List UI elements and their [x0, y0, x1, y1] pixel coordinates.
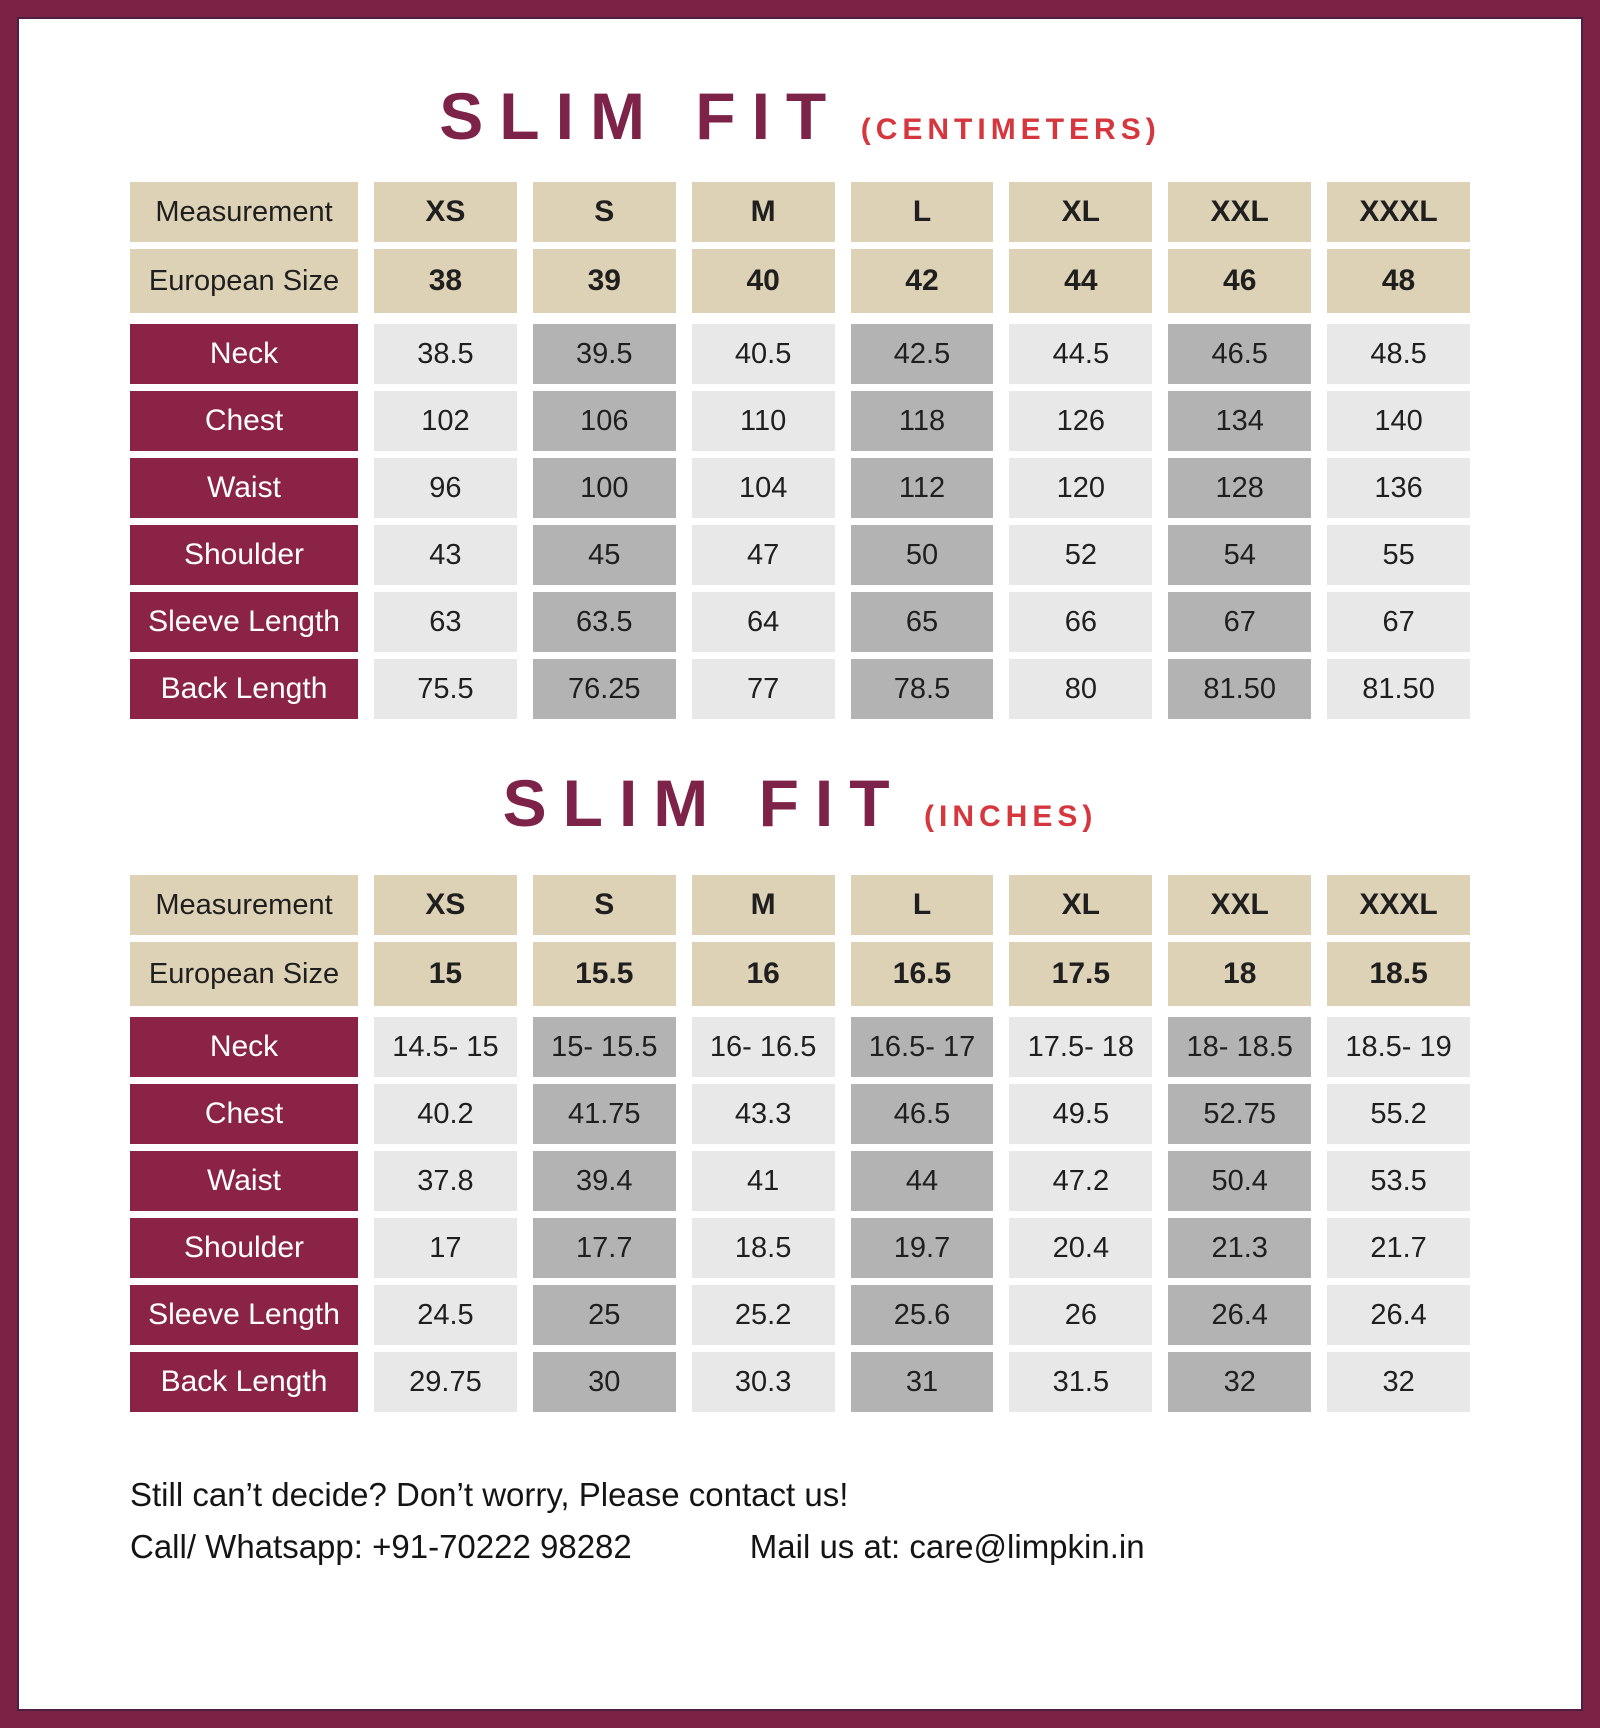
cm-size-header-m: M: [692, 182, 835, 242]
inches-value-cell: 15- 15.5: [533, 1017, 676, 1077]
cm-value-cell: 77: [692, 659, 835, 719]
cm-value-cell: 52: [1009, 525, 1152, 585]
cm-value-cell: 128: [1168, 458, 1311, 518]
inches-value-cell: 39.4: [533, 1151, 676, 1211]
inches-value-cell: 17.5- 18: [1009, 1017, 1152, 1077]
inches-value-cell: 26.4: [1327, 1285, 1470, 1345]
cm-value-cell: 78.5: [851, 659, 994, 719]
cm-european-size-value: 46: [1168, 249, 1311, 313]
inches-value-cell: 26.4: [1168, 1285, 1311, 1345]
inches-european-size-value: 17.5: [1009, 942, 1152, 1006]
cm-value-cell: 38.5: [374, 324, 517, 384]
inches-value-cell: 31.5: [1009, 1352, 1152, 1412]
cm-title: SLIM FIT: [439, 79, 843, 153]
cm-value-cell: 42.5: [851, 324, 994, 384]
cm-row-shoulder: [130, 525, 1470, 585]
cm-value-cell: 44.5: [1009, 324, 1152, 384]
cm-size-header-xxxl: XXXL: [1327, 182, 1470, 242]
inches-title-block: [130, 765, 1470, 841]
cm-value-cell: 75.5: [374, 659, 517, 719]
inches-row-label: Neck: [130, 1017, 358, 1077]
inches-european-size-label: European Size: [130, 942, 358, 1006]
cm-value-cell: 47: [692, 525, 835, 585]
cm-european-size-row: [130, 249, 1470, 313]
cm-header-row: [130, 182, 1470, 242]
inches-european-size-value: 16.5: [851, 942, 994, 1006]
cm-european-size-value: 42: [851, 249, 994, 313]
inches-row-sleeve-length: [130, 1285, 1470, 1345]
inches-value-cell: 50.4: [1168, 1151, 1311, 1211]
inches-row-label: Shoulder: [130, 1218, 358, 1278]
inches-value-cell: 49.5: [1009, 1084, 1152, 1144]
inches-size-header-xs: XS: [374, 875, 517, 935]
inches-value-cell: 18- 18.5: [1168, 1017, 1311, 1077]
cm-european-size-value: 38: [374, 249, 517, 313]
inches-value-cell: 16- 16.5: [692, 1017, 835, 1077]
cm-row-label: Neck: [130, 324, 358, 384]
cm-value-cell: 65: [851, 592, 994, 652]
cm-row-label: Shoulder: [130, 525, 358, 585]
footer: [130, 1476, 1470, 1566]
cm-value-cell: 64: [692, 592, 835, 652]
cm-value-cell: 100: [533, 458, 676, 518]
inches-european-size-value: 15.5: [533, 942, 676, 1006]
inches-european-size-value: 15: [374, 942, 517, 1006]
inches-value-cell: 25: [533, 1285, 676, 1345]
cm-measurement-header: Measurement: [130, 182, 358, 242]
cm-value-cell: 136: [1327, 458, 1470, 518]
inches-value-cell: 21.3: [1168, 1218, 1311, 1278]
cm-value-cell: 67: [1168, 592, 1311, 652]
inches-value-cell: 17: [374, 1218, 517, 1278]
inches-row-label: Chest: [130, 1084, 358, 1144]
size-table-inches: [130, 875, 1470, 1412]
inches-value-cell: 21.7: [1327, 1218, 1470, 1278]
inches-value-cell: 46.5: [851, 1084, 994, 1144]
cm-row-waist: [130, 458, 1470, 518]
cm-value-cell: 81.50: [1168, 659, 1311, 719]
cm-row-sleeve-length: [130, 592, 1470, 652]
cm-value-cell: 126: [1009, 391, 1152, 451]
cm-value-cell: 102: [374, 391, 517, 451]
cm-row-chest: [130, 391, 1470, 451]
inches-value-cell: 19.7: [851, 1218, 994, 1278]
inches-value-cell: 31: [851, 1352, 994, 1412]
inches-value-cell: 30: [533, 1352, 676, 1412]
inches-value-cell: 18.5: [692, 1218, 835, 1278]
cm-value-cell: 104: [692, 458, 835, 518]
footer-call-whatsapp: Call/ Whatsapp: +91-70222 98282: [130, 1528, 632, 1565]
cm-row-neck: [130, 324, 1470, 384]
inches-size-header-xxl: XXL: [1168, 875, 1311, 935]
inches-value-cell: 41: [692, 1151, 835, 1211]
inches-measurement-header: Measurement: [130, 875, 358, 935]
cm-value-cell: 40.5: [692, 324, 835, 384]
inches-title: SLIM FIT: [502, 766, 906, 840]
cm-unit-label: (CENTIMETERS): [860, 113, 1161, 146]
inches-row-shoulder: [130, 1218, 1470, 1278]
cm-size-header-s: S: [533, 182, 676, 242]
inches-value-cell: 55.2: [1327, 1084, 1470, 1144]
cm-title-block: [130, 78, 1470, 154]
cm-size-header-l: L: [851, 182, 994, 242]
inches-value-cell: 16.5- 17: [851, 1017, 994, 1077]
inches-row-label: Sleeve Length: [130, 1285, 358, 1345]
cm-value-cell: 54: [1168, 525, 1311, 585]
cm-value-cell: 134: [1168, 391, 1311, 451]
inches-european-size-value: 18: [1168, 942, 1311, 1006]
inches-value-cell: 17.7: [533, 1218, 676, 1278]
cm-value-cell: 48.5: [1327, 324, 1470, 384]
cm-value-cell: 106: [533, 391, 676, 451]
inches-size-header-xl: XL: [1009, 875, 1152, 935]
inches-row-label: Waist: [130, 1151, 358, 1211]
inches-value-cell: 20.4: [1009, 1218, 1152, 1278]
inches-size-header-s: S: [533, 875, 676, 935]
inches-value-cell: 47.2: [1009, 1151, 1152, 1211]
inches-row-waist: [130, 1151, 1470, 1211]
footer-contact-details: [130, 1528, 1470, 1566]
inches-value-cell: 40.2: [374, 1084, 517, 1144]
cm-size-header-xl: XL: [1009, 182, 1152, 242]
inches-size-header-l: L: [851, 875, 994, 935]
inches-value-cell: 30.3: [692, 1352, 835, 1412]
cm-value-cell: 46.5: [1168, 324, 1311, 384]
cm-value-cell: 120: [1009, 458, 1152, 518]
cm-value-cell: 81.50: [1327, 659, 1470, 719]
cm-value-cell: 110: [692, 391, 835, 451]
inches-value-cell: 32: [1327, 1352, 1470, 1412]
inches-value-cell: 25.2: [692, 1285, 835, 1345]
cm-value-cell: 67: [1327, 592, 1470, 652]
inches-size-header-m: M: [692, 875, 835, 935]
cm-value-cell: 63.5: [533, 592, 676, 652]
inches-value-cell: 37.8: [374, 1151, 517, 1211]
inches-value-cell: 18.5- 19: [1327, 1017, 1470, 1077]
inches-size-header-xxxl: XXXL: [1327, 875, 1470, 935]
inches-value-cell: 32: [1168, 1352, 1311, 1412]
cm-size-header-xxl: XXL: [1168, 182, 1311, 242]
inches-row-back-length: [130, 1352, 1470, 1412]
cm-value-cell: 43: [374, 525, 517, 585]
cm-row-label: Waist: [130, 458, 358, 518]
cm-european-size-value: 48: [1327, 249, 1470, 313]
inches-european-size-value: 18.5: [1327, 942, 1470, 1006]
cm-row-label: Chest: [130, 391, 358, 451]
inches-value-cell: 53.5: [1327, 1151, 1470, 1211]
cm-value-cell: 45: [533, 525, 676, 585]
cm-european-size-value: 40: [692, 249, 835, 313]
inches-value-cell: 44: [851, 1151, 994, 1211]
cm-value-cell: 140: [1327, 391, 1470, 451]
cm-value-cell: 39.5: [533, 324, 676, 384]
inches-value-cell: 41.75: [533, 1084, 676, 1144]
size-table-centimeters: [130, 182, 1470, 719]
inches-row-chest: [130, 1084, 1470, 1144]
inches-value-cell: 14.5- 15: [374, 1017, 517, 1077]
inches-european-size-row: [130, 942, 1470, 1006]
cm-row-label: Back Length: [130, 659, 358, 719]
footer-mail: Mail us at: care@limpkin.in: [749, 1528, 1145, 1565]
cm-row-back-length: [130, 659, 1470, 719]
cm-value-cell: 50: [851, 525, 994, 585]
cm-european-size-value: 39: [533, 249, 676, 313]
cm-value-cell: 76.25: [533, 659, 676, 719]
cm-value-cell: 55: [1327, 525, 1470, 585]
inches-header-row: [130, 875, 1470, 935]
inches-value-cell: 25.6: [851, 1285, 994, 1345]
inches-value-cell: 26: [1009, 1285, 1152, 1345]
cm-european-size-label: European Size: [130, 249, 358, 313]
cm-size-header-xs: XS: [374, 182, 517, 242]
cm-value-cell: 112: [851, 458, 994, 518]
inches-value-cell: 52.75: [1168, 1084, 1311, 1144]
cm-value-cell: 63: [374, 592, 517, 652]
cm-value-cell: 96: [374, 458, 517, 518]
inches-value-cell: 43.3: [692, 1084, 835, 1144]
inches-european-size-value: 16: [692, 942, 835, 1006]
inches-value-cell: 24.5: [374, 1285, 517, 1345]
cm-value-cell: 80: [1009, 659, 1152, 719]
cm-european-size-value: 44: [1009, 249, 1152, 313]
cm-value-cell: 118: [851, 391, 994, 451]
inches-row-label: Back Length: [130, 1352, 358, 1412]
inches-row-neck: [130, 1017, 1470, 1077]
inches-unit-label: (INCHES): [924, 800, 1098, 833]
inches-value-cell: 29.75: [374, 1352, 517, 1412]
cm-row-label: Sleeve Length: [130, 592, 358, 652]
cm-value-cell: 66: [1009, 592, 1152, 652]
footer-contact-prompt: Still can’t decide? Don’t worry, Please contact us!: [130, 1476, 849, 1513]
page-content: [18, 18, 1582, 1566]
